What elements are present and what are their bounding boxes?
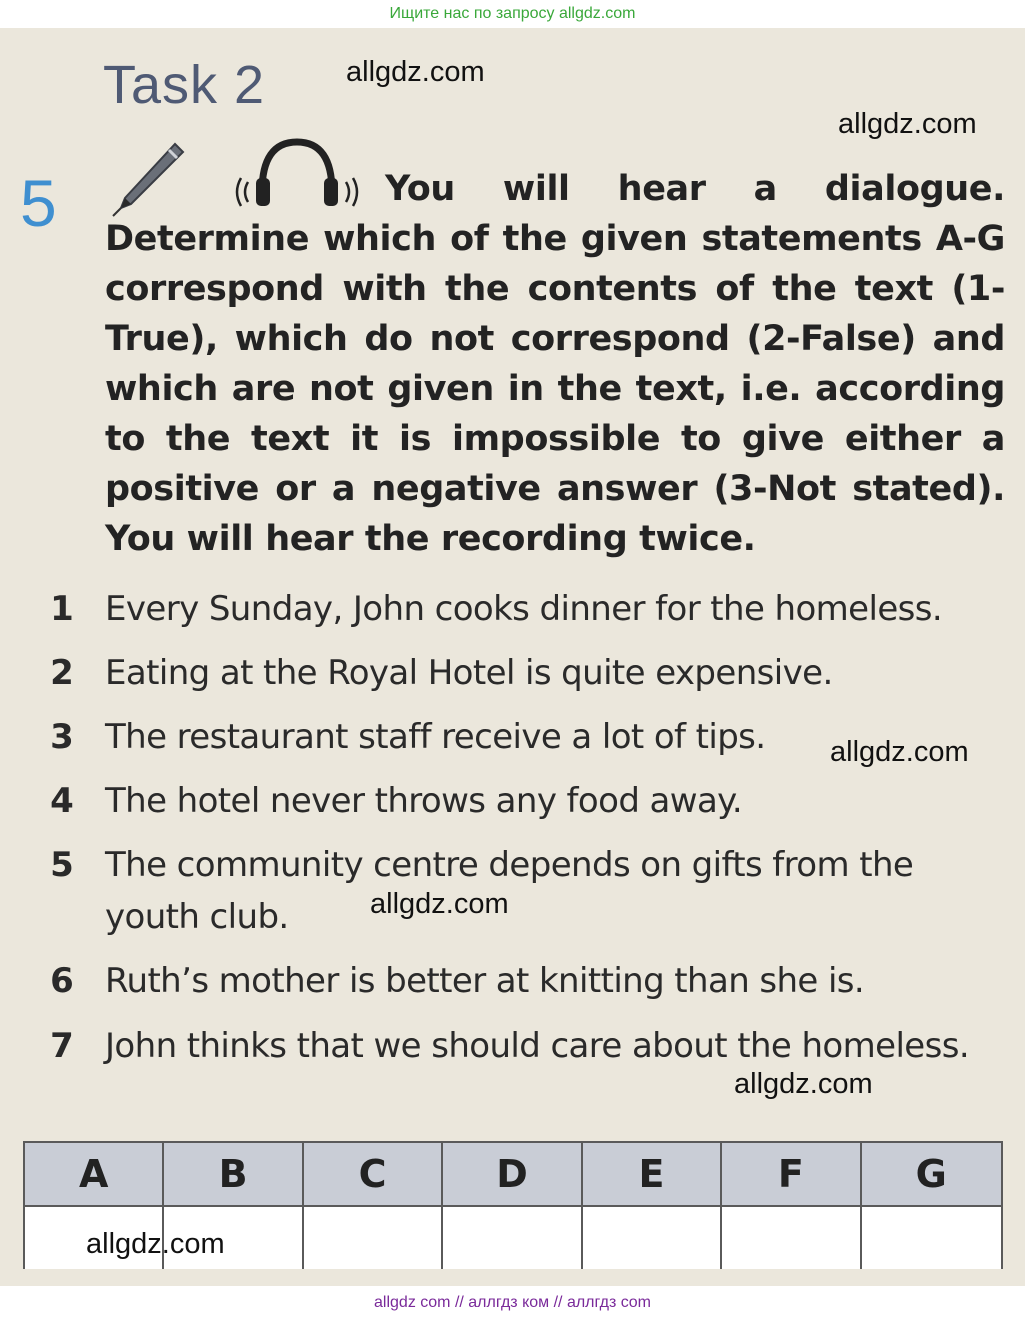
statement-text: Ruth’s mother is better at knitting than she is.	[105, 961, 865, 1001]
watermark: allgdz.com	[346, 56, 485, 88]
statement-number: 7	[50, 1026, 74, 1066]
task-number: 5	[20, 166, 57, 240]
task-instruction: You will hear a dialogue. Determine which of the given statements A-G correspond with the contents of the text (1-True), which do not correspond (2-False) and which are not given in the text, i.e. according to the text it is impossible to give either a positive or a negative answer (3-Not stated). You will hear the recording twice.	[105, 169, 1005, 559]
statement-text: John thinks that we should care about the homeless.	[105, 1026, 970, 1066]
statement-text: Every Sunday, John cooks dinner for the homeless.	[105, 589, 943, 629]
grid-header: B	[164, 1143, 303, 1207]
task-title: Task 2	[103, 55, 266, 115]
watermark: allgdz.com	[86, 1228, 225, 1260]
grid-header: D	[443, 1143, 582, 1207]
grid-header: F	[722, 1143, 861, 1207]
watermark: allgdz.com	[830, 736, 969, 768]
statement-number: 1	[50, 589, 74, 629]
statement-text: Eating at the Royal Hotel is quite expensive.	[105, 653, 833, 693]
answer-cell[interactable]	[443, 1207, 582, 1269]
statement-text: The hotel never throws any food away.	[105, 781, 743, 821]
grid-header: G	[862, 1143, 1001, 1207]
answer-cell[interactable]	[583, 1207, 722, 1269]
watermark: allgdz.com	[370, 888, 509, 920]
grid-header: E	[583, 1143, 722, 1207]
statement-text: The restaurant staff receive a lot of tips.	[105, 717, 766, 757]
statement-number: 3	[50, 717, 74, 757]
statement-number: 5	[50, 845, 74, 885]
top-banner[interactable]: Ищите нас по запросу allgdz.com	[389, 5, 636, 22]
watermark: allgdz.com	[838, 108, 977, 140]
watermark: allgdz.com	[734, 1068, 873, 1100]
answer-cell[interactable]	[722, 1207, 861, 1269]
statement-number: 2	[50, 653, 74, 693]
statement-text: The community centre depends on gifts from the youth club.	[105, 845, 914, 937]
answer-cell[interactable]	[304, 1207, 443, 1269]
bottom-banner[interactable]: allgdz com // аллгдз ком // аллгдз com	[374, 1294, 651, 1311]
textbook-page	[0, 28, 1025, 1286]
grid-header: A	[25, 1143, 164, 1207]
grid-header: C	[304, 1143, 443, 1207]
statement-number: 6	[50, 961, 74, 1001]
statement-number: 4	[50, 781, 74, 821]
answer-cell[interactable]	[862, 1207, 1001, 1269]
